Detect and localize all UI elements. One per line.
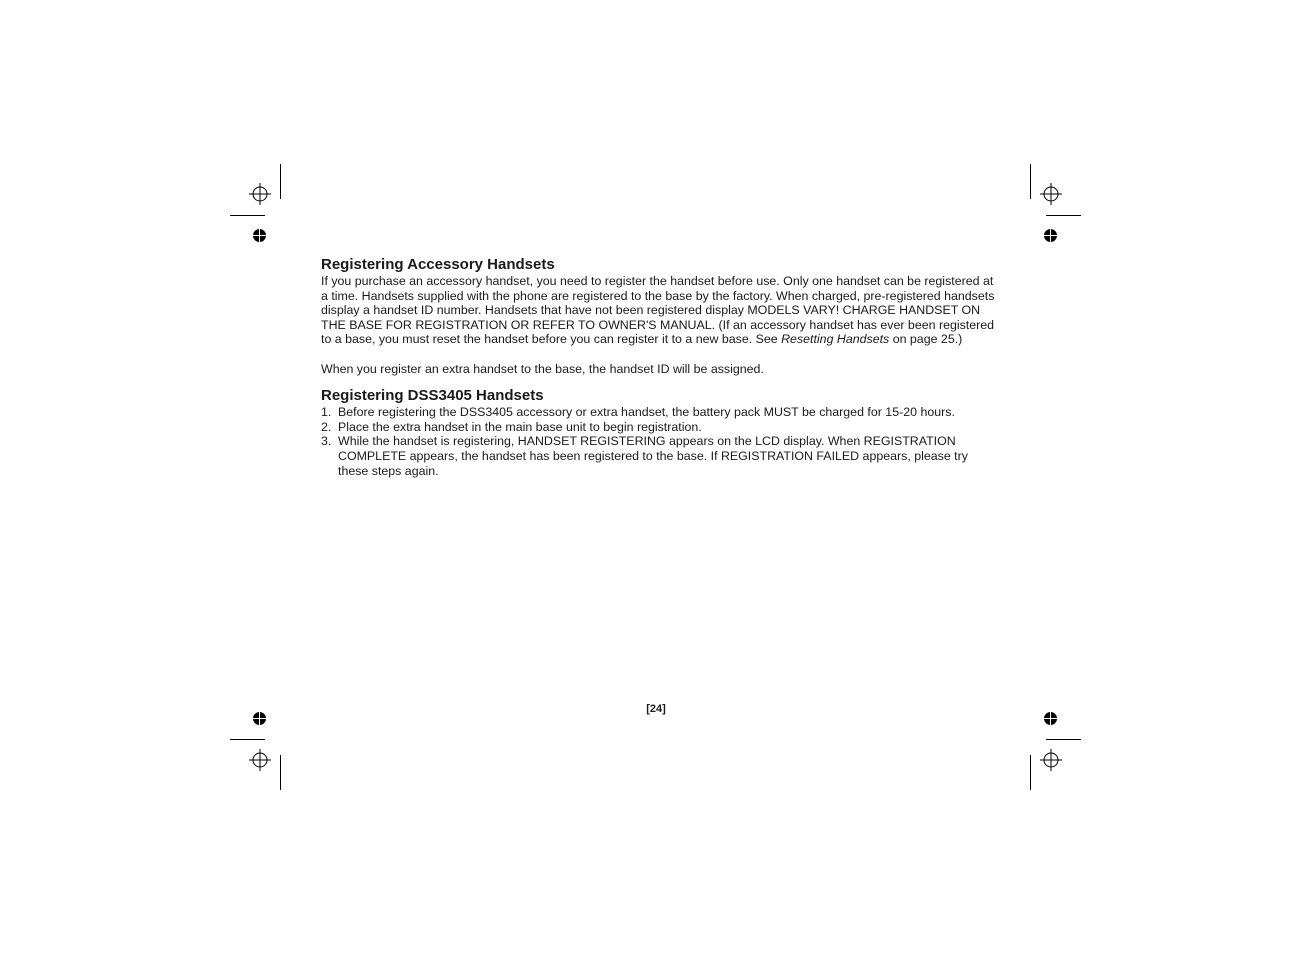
crop-mark-line bbox=[280, 755, 281, 790]
page-content bbox=[321, 256, 997, 478]
step-number: 2. bbox=[321, 419, 332, 434]
list-item bbox=[321, 434, 997, 478]
registration-dot-icon bbox=[253, 229, 266, 242]
step-number: 3. bbox=[321, 434, 332, 449]
step-text: Before registering the DSS3405 accessory or extra handset, the battery pack MUST be charged for 15-20 hours. bbox=[338, 405, 955, 420]
intro-paragraph bbox=[321, 274, 997, 347]
crop-mark-line bbox=[230, 215, 265, 216]
section-heading-accessory: Registering Accessory Handsets bbox=[321, 256, 555, 273]
crop-mark-line bbox=[1046, 739, 1081, 740]
crop-mark-line bbox=[1030, 755, 1031, 790]
step-text: Place the extra handset in the main base unit to begin registration. bbox=[338, 419, 702, 434]
intro-text: If you purchase an accessory handset, you need to register the handset before use. Only one handset can be registered at a time. Handsets supplied with the phone are registered to the base by the factory. When charged, pre-registered handsets display a handset ID number. Handsets that have not been registered display MODELS VARY! CHARGE HANDSET ON THE BASE FOR REGISTRATION OR REFER TO OWNER'S MANUAL. (If an accessory handset has ever been registered to a base, you must reset the handset before you can register it to a new base. See bbox=[321, 274, 995, 347]
registration-target-icon bbox=[249, 749, 271, 771]
page-number: [24] bbox=[646, 703, 666, 715]
registration-dot-icon bbox=[1044, 229, 1057, 242]
list-item bbox=[321, 420, 997, 435]
handset-id-paragraph: When you register an extra handset to the base, the handset ID will be assigned. bbox=[321, 361, 764, 376]
crop-mark-line bbox=[1030, 164, 1031, 199]
list-item bbox=[321, 405, 997, 420]
cross-reference: Resetting Handsets bbox=[781, 332, 890, 347]
registration-steps bbox=[321, 405, 997, 478]
registration-target-icon bbox=[1040, 749, 1062, 771]
section-heading-dss3405: Registering DSS3405 Handsets bbox=[321, 387, 544, 405]
crop-mark-line bbox=[1046, 215, 1081, 216]
registration-target-icon bbox=[249, 183, 271, 205]
step-number: 1. bbox=[321, 405, 332, 420]
intro-text-end: on page 25.) bbox=[889, 332, 963, 347]
registration-target-icon bbox=[1040, 183, 1062, 205]
step-text: While the handset is registering, HANDSET REGISTERING appears on the LCD display. When REGISTRATION COMPLETE appears, the handset has been registered to the base. If REGISTRATION FAILED appears, please try these steps again. bbox=[338, 434, 968, 478]
crop-mark-line bbox=[280, 164, 281, 199]
crop-mark-line bbox=[230, 739, 265, 740]
